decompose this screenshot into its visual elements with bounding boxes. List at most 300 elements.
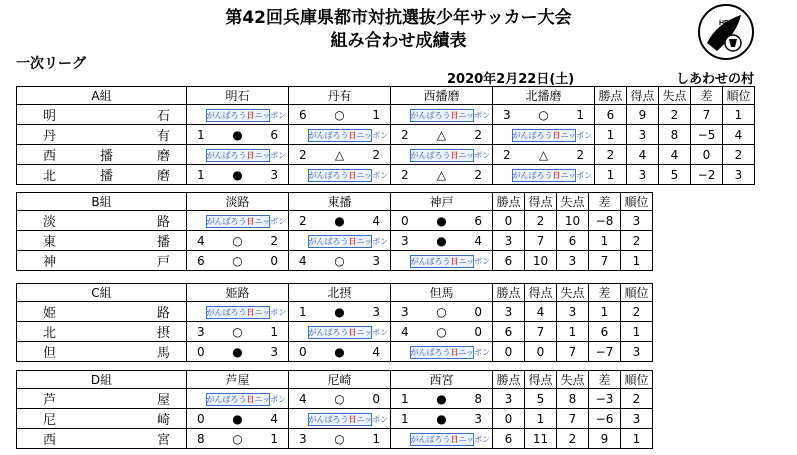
opponent-header: 芦屋 [187, 371, 289, 389]
stat-value: 3 [621, 211, 653, 231]
stat-value: 3 [627, 125, 659, 145]
match-date: 2020年2月22日(土) [447, 72, 575, 87]
stat-header: 順位 [723, 87, 755, 105]
result-symbol: ○ [334, 107, 345, 122]
result-symbol: ● [334, 213, 345, 228]
result-symbol: ○ [436, 324, 447, 339]
score-for: 0 [401, 213, 409, 228]
stat-value: 3 [493, 231, 525, 251]
score-wrap [391, 234, 492, 248]
match-result [187, 251, 289, 271]
team-row [17, 125, 755, 145]
opponent-header: 北播磨 [493, 87, 595, 105]
score-for: 0 [299, 344, 307, 359]
stat-value: 8 [557, 389, 589, 409]
match-result [493, 125, 595, 145]
score-for: 2 [401, 167, 409, 182]
result-symbol: ● [232, 411, 243, 426]
stamp-text: ニッポン [458, 150, 491, 160]
team-name: 明 石 [17, 105, 187, 125]
score-for: 1 [401, 411, 409, 426]
stamp-text: ニッポン [356, 170, 389, 180]
score-against: 3 [372, 253, 380, 268]
stamp-text: がんばろう [410, 256, 451, 266]
stat-value: 1 [723, 105, 755, 125]
match-result [289, 165, 391, 185]
group-table-1 [16, 86, 755, 185]
stat-header: 順位 [621, 371, 653, 389]
stamp-mark: 日 [246, 110, 255, 120]
result-symbol: ● [436, 411, 447, 426]
stat-value: 1 [557, 322, 589, 342]
opponent-header: 丹有 [289, 87, 391, 105]
match-result [391, 342, 493, 362]
score-against: 1 [270, 431, 278, 446]
stat-value: −5 [691, 125, 723, 145]
score-for: 3 [401, 233, 409, 248]
score-wrap [391, 325, 492, 339]
match-result [391, 165, 493, 185]
opponent-header: 西播磨 [391, 87, 493, 105]
score-wrap [391, 214, 492, 228]
match-result [187, 231, 289, 251]
score-against: 8 [474, 391, 482, 406]
score-wrap [187, 168, 288, 182]
score-against: 2 [474, 167, 482, 182]
stat-value: 2 [621, 231, 653, 251]
stamp-text: ニッポン [254, 216, 287, 226]
group-table-4 [16, 370, 653, 449]
stat-header: 失点 [557, 193, 589, 211]
stat-value: 6 [589, 322, 621, 342]
stat-header: 得点 [525, 193, 557, 211]
stat-value: 0 [493, 211, 525, 231]
result-symbol: ○ [232, 233, 243, 248]
stat-value: 7 [691, 105, 723, 125]
match-result [493, 145, 595, 165]
opponent-header: 神戸 [391, 193, 493, 211]
stamp-text: ニッポン [458, 347, 491, 357]
match-result [493, 165, 595, 185]
result-symbol: ○ [232, 324, 243, 339]
group-name: D組 [17, 371, 187, 389]
match-result [187, 211, 289, 231]
league-label: 一次リーグ [16, 56, 86, 72]
stamp-text: がんばろう [308, 130, 349, 140]
stamp-text: がんばろう [206, 150, 247, 160]
score-for: 4 [197, 233, 205, 248]
result-symbol: ○ [436, 304, 447, 319]
score-wrap [289, 432, 390, 446]
stat-header: 勝点 [493, 193, 525, 211]
match-result [289, 302, 391, 322]
stamp-text: がんばろう [410, 150, 451, 160]
stat-header: 勝点 [595, 87, 627, 105]
stat-value: 7 [589, 251, 621, 271]
score-wrap [187, 412, 288, 426]
blank-cell-stamp [308, 235, 389, 248]
result-symbol: ● [232, 167, 243, 182]
result-symbol: ● [436, 213, 447, 228]
stamp-text: ニッポン [356, 236, 389, 246]
stamp-mark: 日 [552, 170, 561, 180]
score-wrap [493, 148, 594, 162]
score-for: 1 [197, 127, 205, 142]
score-for: 3 [299, 431, 307, 446]
result-symbol: ● [232, 344, 243, 359]
match-result [187, 409, 289, 429]
team-row [17, 322, 653, 342]
score-wrap [289, 254, 390, 268]
team-name: 芦 屋 [17, 389, 187, 409]
stat-header: 失点 [659, 87, 691, 105]
score-against: 3 [474, 411, 482, 426]
stamp-text: がんばろう [206, 394, 247, 404]
match-result [391, 429, 493, 449]
stat-value: 1 [621, 322, 653, 342]
stat-value: 10 [525, 251, 557, 271]
stamp-text: がんばろう [206, 110, 247, 120]
match-result [187, 145, 289, 165]
blank-cell-stamp [410, 149, 491, 162]
match-result [391, 105, 493, 125]
stamp-text: がんばろう [410, 434, 451, 444]
score-wrap [187, 234, 288, 248]
group-name: B組 [17, 193, 187, 211]
stamp-mark: 日 [348, 170, 357, 180]
score-for: 3 [503, 107, 511, 122]
team-row [17, 145, 755, 165]
team-name: 西 播 磨 [17, 145, 187, 165]
stamp-text: ニッポン [356, 327, 389, 337]
team-row [17, 342, 653, 362]
score-against: 0 [270, 253, 278, 268]
stamp-mark: 日 [450, 347, 459, 357]
score-against: 4 [270, 411, 278, 426]
result-symbol: △ [436, 167, 447, 182]
group-header-row [17, 193, 653, 211]
stat-value: −7 [589, 342, 621, 362]
match-result [289, 322, 391, 342]
opponent-header: 西宮 [391, 371, 493, 389]
blank-cell-stamp [410, 255, 491, 268]
opponent-header: 北摂 [289, 284, 391, 302]
stat-value: 1 [589, 231, 621, 251]
team-name: 北 摂 [17, 322, 187, 342]
stat-value: 3 [493, 389, 525, 409]
match-result [289, 145, 391, 165]
team-row [17, 165, 755, 185]
opponent-header: 東播 [289, 193, 391, 211]
team-row [17, 302, 653, 322]
score-wrap [391, 168, 492, 182]
score-for: 4 [401, 324, 409, 339]
stat-header: 失点 [557, 371, 589, 389]
match-result [289, 342, 391, 362]
team-name: 東 播 [17, 231, 187, 251]
stamp-text: ニッポン [560, 170, 593, 180]
score-against: 2 [372, 147, 380, 162]
stat-value: 0 [691, 145, 723, 165]
stat-header: 差 [589, 371, 621, 389]
stat-value: 3 [621, 409, 653, 429]
score-against: 0 [474, 324, 482, 339]
result-symbol: ○ [232, 253, 243, 268]
team-name: 淡 路 [17, 211, 187, 231]
result-symbol: △ [436, 127, 447, 142]
team-name: 北 播 磨 [17, 165, 187, 185]
match-result [391, 231, 493, 251]
blank-cell-stamp [410, 433, 491, 446]
score-against: 4 [474, 233, 482, 248]
score-for: 1 [299, 304, 307, 319]
score-wrap [493, 108, 594, 122]
score-for: 0 [197, 411, 205, 426]
venue: しあわせの村 [676, 72, 755, 87]
result-symbol: ● [334, 304, 345, 319]
score-for: 4 [299, 391, 307, 406]
match-result [391, 389, 493, 409]
stamp-text: がんばろう [512, 170, 553, 180]
stat-value: 7 [557, 342, 589, 362]
match-result [289, 409, 391, 429]
score-against: 1 [372, 431, 380, 446]
result-symbol: ● [436, 233, 447, 248]
score-for: 2 [503, 147, 511, 162]
result-symbol: ○ [334, 391, 345, 406]
stat-value: 6 [557, 231, 589, 251]
score-against: 1 [270, 324, 278, 339]
stat-value: 5 [525, 389, 557, 409]
match-result [289, 211, 391, 231]
score-against: 0 [372, 391, 380, 406]
match-result [289, 105, 391, 125]
stamp-text: ニッポン [458, 110, 491, 120]
match-result [289, 429, 391, 449]
score-wrap [187, 432, 288, 446]
opponent-header: 但馬 [391, 284, 493, 302]
hfa-logo-icon [697, 3, 755, 61]
stamp-text: がんばろう [308, 327, 349, 337]
stamp-mark: 日 [450, 110, 459, 120]
result-symbol: △ [334, 147, 345, 162]
score-for: 1 [401, 391, 409, 406]
result-symbol: ○ [334, 253, 345, 268]
match-result [391, 322, 493, 342]
stat-value: 8 [659, 125, 691, 145]
team-row [17, 429, 653, 449]
stat-value: 10 [557, 211, 589, 231]
match-result [187, 302, 289, 322]
score-for: 6 [299, 107, 307, 122]
match-result [289, 389, 391, 409]
stat-header: 勝点 [493, 284, 525, 302]
stamp-mark: 日 [348, 130, 357, 140]
stat-header: 順位 [621, 284, 653, 302]
stamp-text: がんばろう [308, 170, 349, 180]
match-result [187, 125, 289, 145]
stat-value: 1 [595, 125, 627, 145]
stamp-mark: 日 [348, 236, 357, 246]
group-header-row [17, 284, 653, 302]
score-for: 3 [197, 324, 205, 339]
team-name: 神 戸 [17, 251, 187, 271]
stamp-text: ニッポン [458, 434, 491, 444]
blank-cell-stamp [512, 129, 593, 142]
group-table-3 [16, 283, 653, 362]
stat-value: 3 [723, 165, 755, 185]
score-against: 4 [372, 344, 380, 359]
stat-value: 6 [493, 322, 525, 342]
opponent-header: 明石 [187, 87, 289, 105]
score-wrap [187, 325, 288, 339]
match-result [289, 251, 391, 271]
blank-cell-stamp [308, 413, 389, 426]
score-against: 2 [270, 233, 278, 248]
score-against: 1 [576, 107, 584, 122]
stat-value: 6 [595, 105, 627, 125]
stat-value: 7 [525, 231, 557, 251]
score-against: 3 [270, 344, 278, 359]
stamp-text: ニッポン [254, 307, 287, 317]
table-title: 組み合わせ成績表 [330, 31, 467, 51]
blank-cell-stamp [512, 169, 593, 182]
stat-value: 0 [493, 409, 525, 429]
stamp-text: ニッポン [254, 150, 287, 160]
stamp-mark: 日 [348, 327, 357, 337]
blank-cell-stamp [308, 326, 389, 339]
stat-value: 4 [723, 125, 755, 145]
score-against: 6 [474, 213, 482, 228]
stat-value: 5 [659, 165, 691, 185]
stat-value: 0 [493, 342, 525, 362]
stat-value: 4 [525, 302, 557, 322]
score-against: 4 [372, 213, 380, 228]
blank-cell-stamp [410, 346, 491, 359]
stat-header: 失点 [557, 284, 589, 302]
stat-value: 0 [525, 342, 557, 362]
stat-value: 1 [621, 429, 653, 449]
team-row [17, 211, 653, 231]
team-row [17, 251, 653, 271]
result-symbol: △ [538, 147, 549, 162]
match-result [391, 409, 493, 429]
score-for: 4 [299, 253, 307, 268]
stamp-text: ニッポン [356, 414, 389, 424]
stamp-mark: 日 [246, 150, 255, 160]
stat-header: 順位 [621, 193, 653, 211]
opponent-header: 姫路 [187, 284, 289, 302]
score-against: 0 [474, 304, 482, 319]
tournament-title: 第42回兵庫県都市対抗選抜少年サッカー大会 [225, 8, 572, 28]
stat-value: 1 [589, 302, 621, 322]
stat-value: 1 [595, 165, 627, 185]
result-symbol: ● [232, 127, 243, 142]
stat-header: 得点 [525, 371, 557, 389]
team-row [17, 105, 755, 125]
score-wrap [289, 392, 390, 406]
stamp-mark: 日 [450, 434, 459, 444]
match-result [391, 211, 493, 231]
stat-value: 3 [557, 302, 589, 322]
score-against: 2 [474, 127, 482, 142]
blank-cell-stamp [206, 149, 287, 162]
group-name: A組 [17, 87, 187, 105]
group-name: C組 [17, 284, 187, 302]
stamp-mark: 日 [246, 394, 255, 404]
score-for: 0 [197, 344, 205, 359]
stamp-text: がんばろう [410, 347, 451, 357]
match-result [187, 165, 289, 185]
stat-value: 4 [659, 145, 691, 165]
team-name: 丹 有 [17, 125, 187, 145]
match-result [391, 251, 493, 271]
stamp-mark: 日 [348, 414, 357, 424]
score-wrap [391, 128, 492, 142]
opponent-header: 淡路 [187, 193, 289, 211]
score-wrap [289, 148, 390, 162]
score-wrap [289, 305, 390, 319]
match-result [391, 145, 493, 165]
match-result [187, 389, 289, 409]
stamp-mark: 日 [450, 150, 459, 160]
stat-value: 1 [525, 409, 557, 429]
stat-value: 6 [493, 429, 525, 449]
score-for: 1 [197, 167, 205, 182]
result-symbol: ○ [538, 107, 549, 122]
stamp-text: ニッポン [356, 130, 389, 140]
score-for: 2 [299, 213, 307, 228]
stat-value: 3 [621, 342, 653, 362]
score-against: 2 [576, 147, 584, 162]
match-result [187, 429, 289, 449]
stat-header: 差 [691, 87, 723, 105]
score-wrap [187, 128, 288, 142]
stat-value: −2 [691, 165, 723, 185]
stat-header: 得点 [627, 87, 659, 105]
team-row [17, 409, 653, 429]
team-name: 但 馬 [17, 342, 187, 362]
blank-cell-stamp [206, 306, 287, 319]
stat-value: 2 [723, 145, 755, 165]
score-against: 3 [372, 304, 380, 319]
stamp-text: ニッポン [560, 130, 593, 140]
score-wrap [391, 392, 492, 406]
match-result [187, 105, 289, 125]
blank-cell-stamp [206, 215, 287, 228]
result-symbol: ● [334, 344, 345, 359]
group-header-row [17, 371, 653, 389]
stat-value: 2 [621, 389, 653, 409]
match-result [391, 302, 493, 322]
blank-cell-stamp [206, 393, 287, 406]
logo-text: HFA [719, 20, 733, 27]
match-result [289, 231, 391, 251]
stat-value: 2 [659, 105, 691, 125]
score-wrap [289, 345, 390, 359]
score-wrap [391, 305, 492, 319]
match-result [187, 322, 289, 342]
stat-value: 6 [493, 251, 525, 271]
stat-value: 3 [493, 302, 525, 322]
stat-value: 11 [525, 429, 557, 449]
blank-cell-stamp [308, 169, 389, 182]
stamp-text: ニッポン [458, 256, 491, 266]
stat-value: 7 [557, 409, 589, 429]
stamp-text: ニッポン [254, 394, 287, 404]
team-name: 尼 崎 [17, 409, 187, 429]
stat-value: 9 [627, 105, 659, 125]
